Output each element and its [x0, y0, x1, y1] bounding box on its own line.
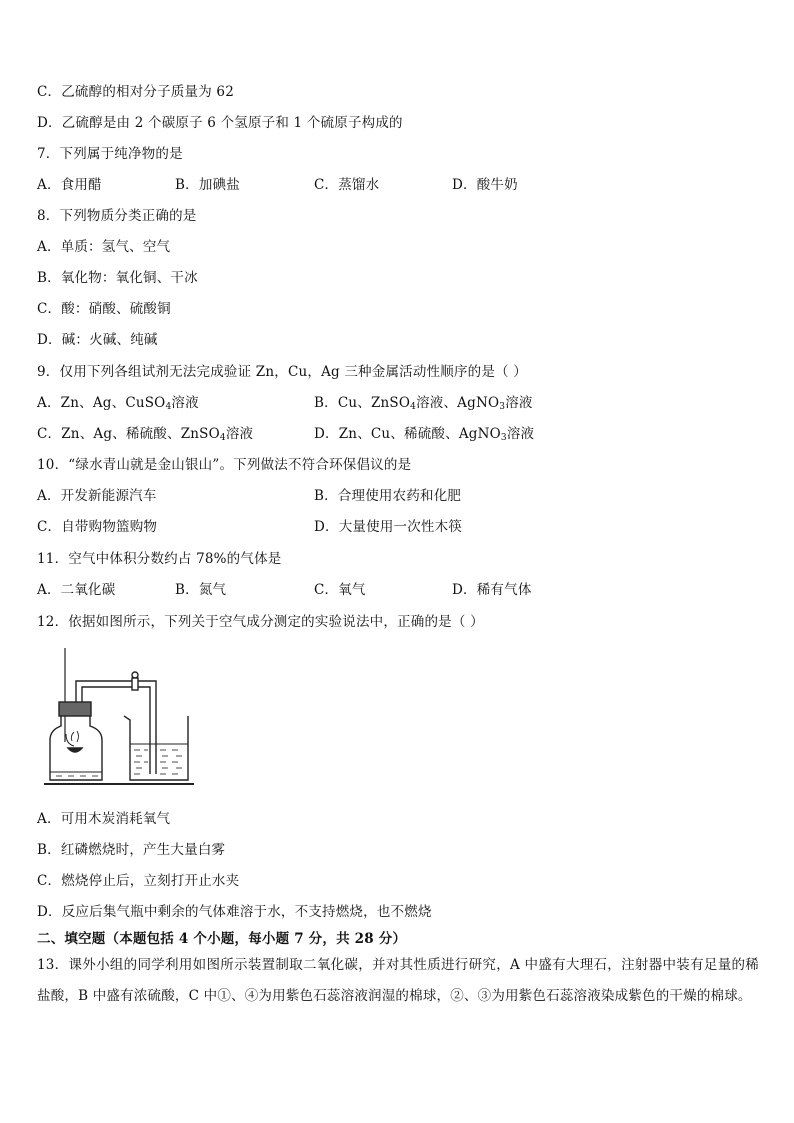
water-clamp [132, 678, 138, 690]
connecting-tube-inner [82, 687, 132, 702]
q9-option-d: D．Zn、Cu、稀硫酸、AgNO$_3$溶液 [314, 426, 535, 443]
clamp-knob [132, 672, 138, 678]
q7-option-b: B．加碘盐 [175, 177, 240, 193]
rubber-stopper [59, 702, 91, 716]
q9-option-c: C．Zn、Ag、稀硫酸、ZnSO$_4$溶液 [37, 426, 254, 443]
q11-option-d: D．稀有气体 [452, 582, 532, 598]
apparatus-diagram [44, 646, 196, 788]
q7-option-d: D．酸牛奶 [452, 177, 518, 193]
q6-option-d: D．乙硫醇是由 2 个碳原子 6 个氢原子和 1 个硫原子构成的 [37, 115, 403, 131]
air-composition-apparatus-figure [44, 646, 196, 792]
q12-option-b: B．红磷燃烧时，产生大量白雾 [37, 842, 226, 858]
q10-option-c: C．自带购物篮购物 [37, 519, 158, 535]
q11-stem: 11．空气中体积分数约占 78%的气体是 [37, 551, 282, 567]
q11-option-c: C．氧气 [314, 582, 366, 598]
q10-option-a: A．开发新能源汽车 [37, 488, 157, 504]
q10-option-d: D．大量使用一次性木筷 [314, 519, 463, 535]
q12-option-a: A．可用木炭消耗氧气 [37, 811, 171, 827]
q8-option-a: A．单质：氢气、空气 [37, 239, 171, 255]
q10-stem: 10．“绿水青山就是金山银山”。下列做法不符合环保倡议的是 [37, 457, 412, 473]
q11-option-a: A．二氧化碳 [37, 582, 116, 598]
q8-option-d: D．碱：火碱、纯碱 [37, 332, 158, 348]
q10-option-b: B．合理使用农药和化肥 [314, 488, 462, 504]
q13-text: 13．课外小组的同学利用如图所示装置制取二氧化碳，并对其性质进行研究，A 中盛有大理石，注射器中装有足量的稀盐酸，B 中盛有浓硫酸，C 中①、④为用紫色石蕊溶液润湿的棉球，②、③为用紫色石蕊溶液染成紫色的干燥的棉球。 [37, 957, 759, 1004]
q8-option-b: B．氧化物：氧化铜、干冰 [37, 270, 198, 286]
q7-stem: 7．下列属于纯净物的是 [37, 146, 183, 162]
combustion-spoon [68, 748, 82, 752]
q9-stem: 9．仅用下列各组试剂无法完成验证 Zn，Cu，Ag 三种金属活动性顺序的是（ ） [37, 364, 527, 380]
q6-option-c: C．乙硫醇的相对分子质量为 62 [37, 84, 234, 100]
section-2-heading: 二、填空题（本题包括 4 个小题，每小题 7 分，共 28 分） [37, 931, 407, 947]
q12-option-c: C．燃烧停止后，立刻打开止水夹 [37, 873, 240, 889]
q12-stem: 12．依据如图所示，下列关于空气成分测定的实验说法中，正确的是（ ） [37, 614, 484, 630]
connecting-tube-outer [76, 681, 132, 702]
q9-option-a: A．Zn、Ag、CuSO$_4$溶液 [37, 395, 199, 412]
q12-option-d: D．反应后集气瓶中剩余的气体难溶于水，不支持燃烧，也不燃烧 [37, 904, 432, 920]
q11-option-b: B．氮气 [175, 582, 227, 598]
q8-stem: 8．下列物质分类正确的是 [37, 208, 197, 224]
q8-option-c: C．酸：硝酸、硫酸铜 [37, 301, 171, 317]
q9-option-b: B．Cu、ZnSO$_4$溶液、AgNO$_3$溶液 [314, 395, 533, 412]
q7-option-c: C．蒸馏水 [314, 177, 380, 193]
q7-option-a: A．食用醋 [37, 177, 102, 193]
